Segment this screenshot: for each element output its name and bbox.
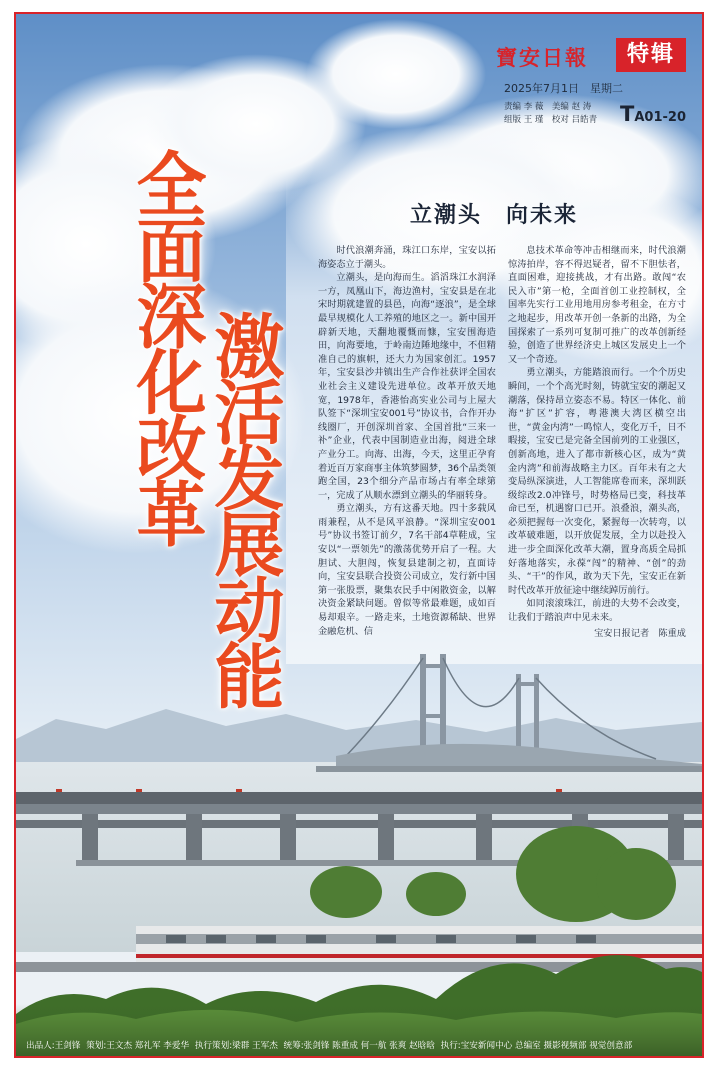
main-title-left: 全面深化改革 — [125, 148, 207, 544]
credit-planning: 策划:王文杰 郑礼军 李爱华 — [86, 1041, 190, 1051]
article-paragraph: 如同滚滚珠江，前进的大势不会改变，让我们于踏浪声中见未来。 — [508, 598, 686, 624]
page-frame — [14, 12, 704, 1058]
staff-credits-line2: 组版 王 瑾 校对 吕皓青 — [504, 115, 598, 125]
production-credits — [16, 1036, 704, 1056]
masthead — [496, 38, 686, 130]
page-number — [620, 102, 686, 126]
article-paragraph: 立潮头，是向海而生。滔滔珠江水润泽一方，凤凰山下，海边渔村，宝安县是在北宋时期就建置的县邑，向海“逐浪”，是全球最早规模化人工养殖的地区之一。新中国开辟新天地，天翻地覆慨而慷，宝安围海造田，向海要地，于岭南边陲地缘中，不但精准自己的旗帜，还大力为国家创汇。1957年，宝安县沙井镇出生产合作社获评全国农业社会主义建设先进单位。改革开放天地宽，1978年，香港怡高实业公司与上屋大队签下“深圳宝安001号”协议书，合作开办线圈厂，开创深圳首家、全国首批“三来一补”企业，代表中国制造业出海，阅进全球产业分工。向海、出海，今天，这里正孕育着近百万家商事主体筑梦圆梦，36个品类领跑全国，23个细分产品市场占有率全球第一，完成了从顺水漂到立潮头的华丽转身。 — [318, 272, 496, 501]
staff-credits-line1: 责编 李 薇 美编 赵 涛 — [504, 102, 592, 112]
credit-exec-planning: 执行策划:梁群 王军杰 — [194, 1041, 278, 1051]
newspaper-logo: 寶安日報 — [496, 45, 588, 70]
article-column-1 — [318, 244, 496, 652]
article-paragraph: 息技术革命等冲击相继而来，时代浪潮惊涛拍岸，容不得迟疑者，留不下胆怯者，直面困难，迎接挑战，才有出路。敢闯“农民入市”第一枪，全面首创工业控制权，全国率先实行工业用地用房参考租金，在方寸之地起步，用改革开创一条新的出路，为全国探索了一系列可复制可推广的改革创新经验，创造了世界经济史上城区发展史上一个又一个奇迹。 — [508, 245, 686, 365]
credit-execution: 执行:宝安新闻中心 总编室 摄影视频部 视觉创意部 — [440, 1041, 633, 1051]
issue-date: 2025年7月1日 星期二 — [504, 82, 623, 95]
credit-coordination: 统筹:张剑锋 陈重成 何一航 张爽 赵晗晗 — [283, 1041, 435, 1051]
article-paragraph: 时代浪潮奔涌，珠江口东岸，宝安以拓海姿态立于潮头。 — [318, 245, 496, 270]
page-number-prefix: T — [620, 102, 635, 126]
article-byline: 宝安日报记者 陈重成 — [594, 627, 686, 639]
article-headline: 立潮头 向未来 — [409, 202, 578, 228]
article-column-2 — [508, 244, 686, 654]
article-paragraph: 勇立潮头，方有这番天地。四十多载风雨兼程，从不是风平浪静。“深圳宝安001号”协议书签订前夕，7名干部4草鞋成，宝安以“一票领先”的激荡优势开启了一程。大胆试、大胆闯，恢复县建制之初，直面诗向，宝安县联合投资公司成立，发行新中国第一张股票，聚集农民手中闲散资金，以解决资金紧缺问题。曾似等常最难题，成如百易却艰辛。一路走来，土地资源稀缺、世界金融危机、信 — [318, 503, 496, 637]
main-title-right: 激活发展动能 — [203, 310, 285, 706]
credit-producer: 出品人:王剑锋 — [26, 1041, 81, 1051]
article-paragraph: 勇立潮头，方能踏浪而行。一个个历史瞬间，一个个高光时刻，铸就宝安的潮起又潮落，保持昂立姿态不易。特区一体化、前海“扩区”扩容，粤港澳大湾区横空出世，“黄金内湾”一鸣惊人，变化万千，日不暇接，宝安已是完备全国前列的工业强区，创新高地，进入了都市新核心区，成为“黄金内湾”和前海战略主力区。百年未有之大变局纵深演进，人工智能席卷而来，深圳跃级综改2.0冲锋号，时势格局已变，科技革命已至，机遇窗口已开。浪叠浪，潮头高，必须把握每一次变化，紧握每一次转弯，以改革破难题，以开放促发展，全力以赴投入进一步全面深化改革大潮，置身高质全局抓好落地落实，永葆“闯”的精神、“创”的劲头、“干”的作风，敢为天下先，宝安正在新时代改革开放征途中继续踔厉前行。 — [508, 367, 686, 596]
special-edition-tag: 特辑 — [616, 38, 686, 72]
page-number-range: A01-20 — [634, 110, 686, 125]
